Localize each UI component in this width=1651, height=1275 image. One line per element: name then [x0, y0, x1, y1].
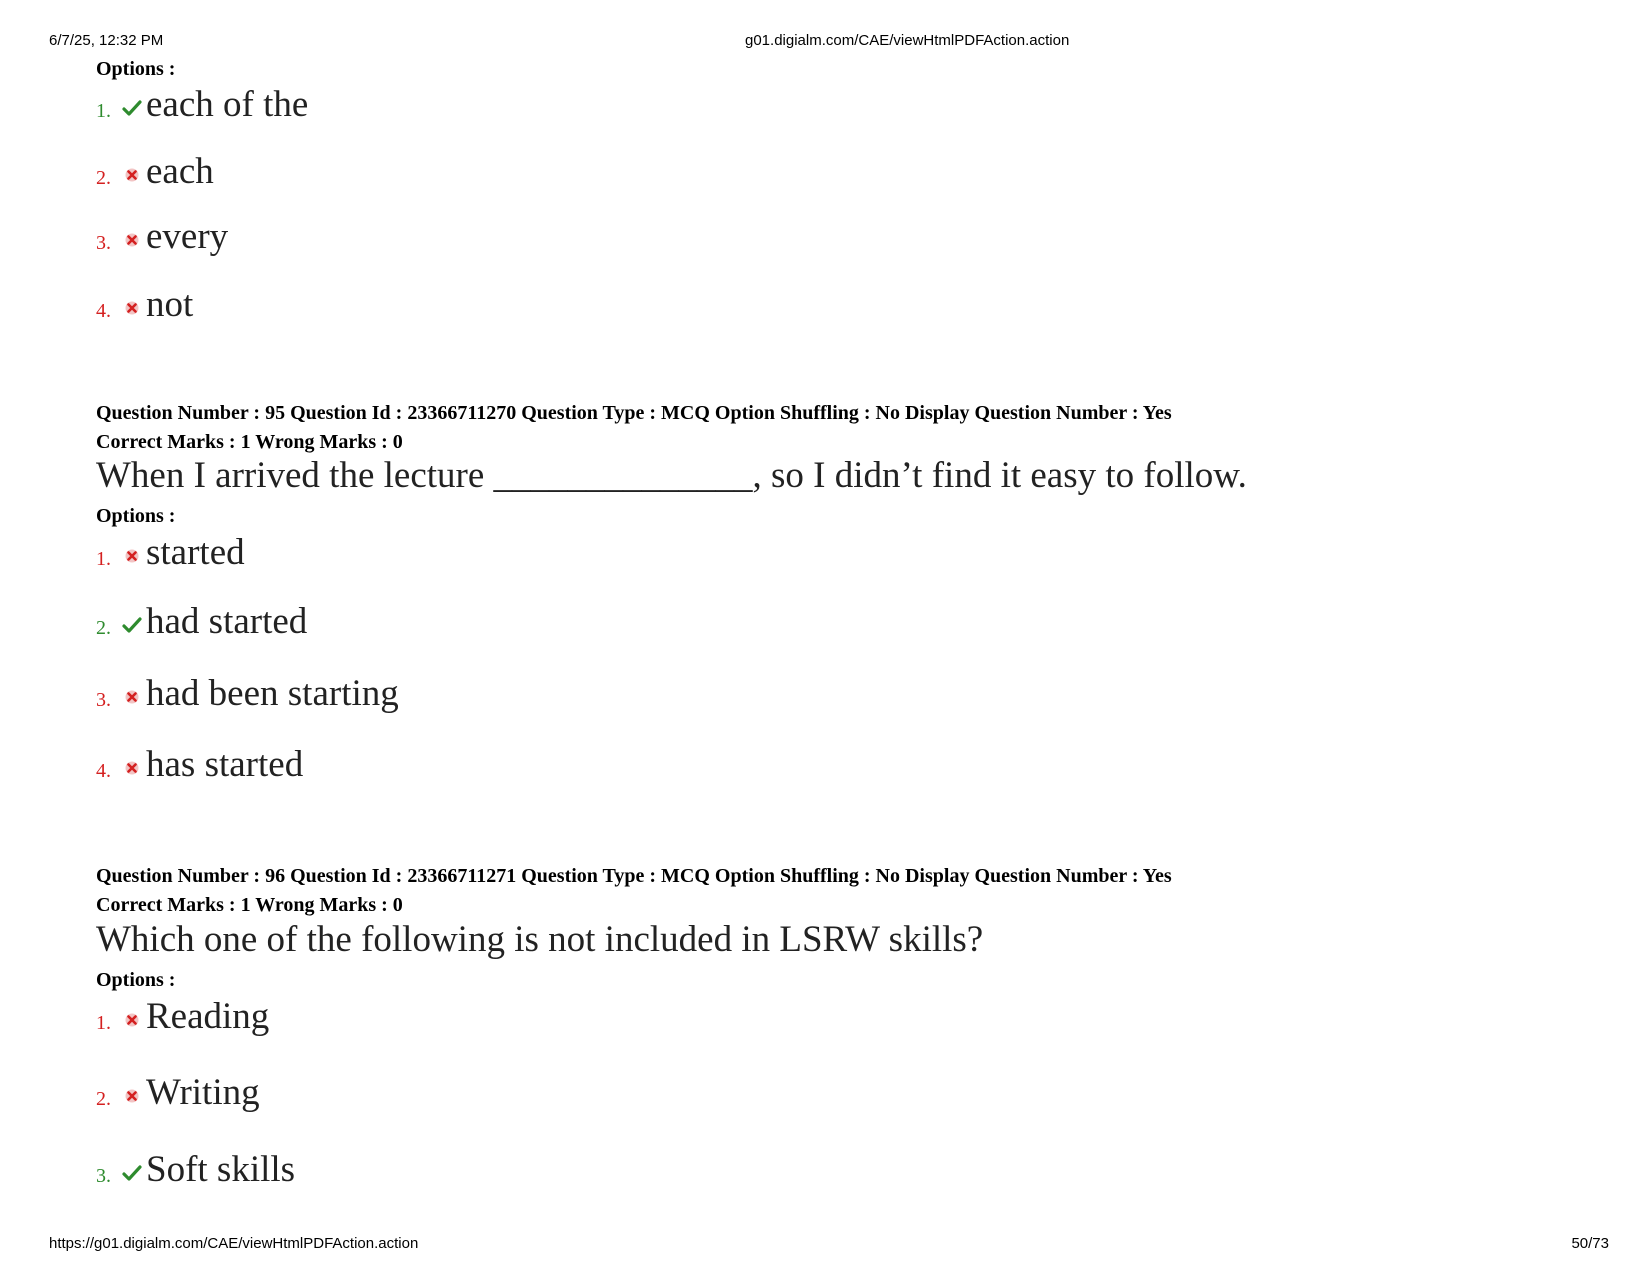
question-meta: Question Number : 96 Question Id : 23366711271 Question Type : MCQ Option Shuffling : No Display Question Number : Yes: [96, 865, 1172, 887]
option-item: [96, 746, 303, 783]
check-icon: [120, 1164, 144, 1182]
cross-icon: [120, 759, 144, 777]
option-text: has started: [146, 744, 304, 785]
option-number: 3.: [96, 1165, 111, 1187]
option-item: [96, 218, 228, 255]
option-number: 2.: [96, 617, 111, 639]
option-text: started: [146, 532, 245, 573]
print-datetime: 6/7/25, 12:32 PM: [49, 32, 164, 49]
option-item: [96, 86, 308, 123]
check-icon: [120, 99, 144, 117]
check-icon: [120, 616, 144, 634]
option-item: [96, 534, 245, 571]
option-item: [96, 153, 214, 190]
cross-icon: [120, 688, 144, 706]
cross-icon: [120, 166, 144, 184]
page-number: 50/73: [1571, 1235, 1609, 1252]
option-text: Writing: [146, 1072, 260, 1113]
option-item: [96, 286, 193, 323]
question-text: When I arrived the lecture ______________, so I didn’t find it easy to follow.: [96, 455, 1247, 496]
cross-icon: [120, 1087, 144, 1105]
question-marks: Correct Marks : 1 Wrong Marks : 0: [96, 431, 403, 453]
options-label: Options :: [96, 969, 176, 991]
option-item: [96, 998, 269, 1035]
option-text: had started: [146, 601, 308, 642]
cross-icon: [120, 547, 144, 565]
options-label: Options :: [96, 505, 176, 527]
option-text: each of the: [146, 84, 309, 125]
option-item: [96, 1151, 295, 1188]
options-label: Options :: [96, 58, 176, 80]
option-text: Reading: [146, 996, 270, 1037]
cross-icon: [120, 299, 144, 317]
option-text: had been starting: [146, 673, 399, 714]
option-number: 4.: [96, 760, 111, 782]
option-number: 1.: [96, 100, 111, 122]
question-marks: Correct Marks : 1 Wrong Marks : 0: [96, 894, 403, 916]
print-footer-url: https://g01.digialm.com/CAE/viewHtmlPDFAction.action: [49, 1235, 419, 1252]
cross-icon: [120, 1011, 144, 1029]
question-meta: Question Number : 95 Question Id : 23366711270 Question Type : MCQ Option Shuffling : No Display Question Number : Yes: [96, 402, 1172, 424]
option-number: 1.: [96, 548, 111, 570]
option-text: each: [146, 151, 214, 192]
option-number: 1.: [96, 1012, 111, 1034]
option-number: 2.: [96, 1088, 111, 1110]
option-item: [96, 603, 307, 640]
option-item: [96, 1074, 260, 1111]
option-number: 3.: [96, 232, 111, 254]
print-header-url: g01.digialm.com/CAE/viewHtmlPDFAction.action: [745, 32, 1070, 49]
option-number: 4.: [96, 300, 111, 322]
option-text: not: [146, 284, 194, 325]
option-text: every: [146, 216, 229, 257]
cross-icon: [120, 231, 144, 249]
option-number: 2.: [96, 167, 111, 189]
option-text: Soft skills: [146, 1149, 296, 1190]
question-text: Which one of the following is not included in LSRW skills?: [96, 919, 984, 960]
option-item: [96, 675, 399, 712]
option-number: 3.: [96, 689, 111, 711]
